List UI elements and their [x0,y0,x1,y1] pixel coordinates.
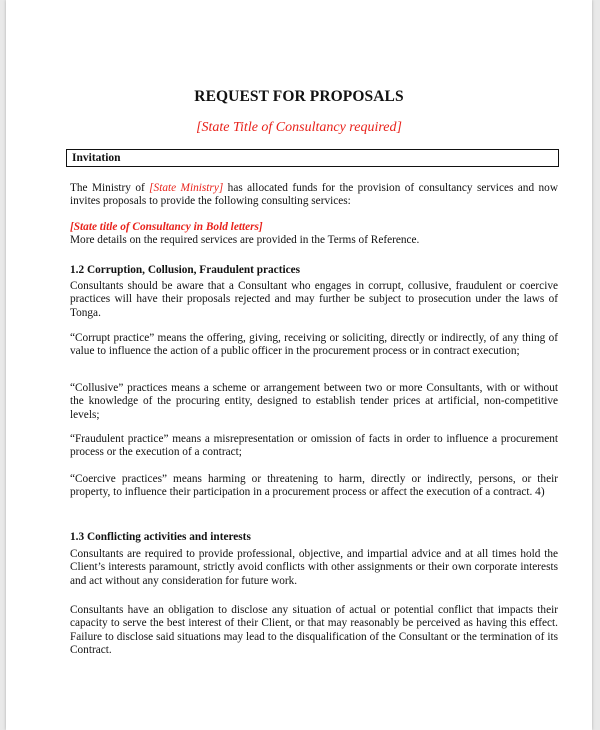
ministry-placeholder: [State Ministry] [149,182,224,194]
consultancy-title-paragraph [70,221,558,248]
section-1-3-heading: 1.3 Conflicting activities and interests [70,531,251,543]
intro-after: has allocated funds for the provision of consultancy services and now invites proposals to provide the following consulting services: [70,182,558,208]
section-1-2-heading: 1.2 Corruption, Collusion, Fraudulent practices [70,264,301,276]
intro-paragraph [70,182,558,209]
coercive-practice-paragraph: “Coercive practices” means harming or threatening to harm, directly or indirectly, persons, or their property, to influence their participation in a procurement process or affect the execution of a contract. 4) [70,473,558,499]
corrupt-practice-paragraph: “Corrupt practice” means the offering, giving, receiving or soliciting, directly or indirectly, of any thing of value to influence the action of a public officer in the procurement process or in contract execution; [70,332,558,358]
section-1-3-paragraph-1: Consultants are required to provide professional, objective, and impartial advice and at all times hold the Client’s interests paramount, strictly avoid conflicts with other assignments or their own corporate interests and act without any consideration for future work. [70,548,558,587]
collusive-practice-paragraph: “Collusive” practices means a scheme or arrangement between two or more Consultants, with or without the knowledge of the procuring entity, designed to establish tender prices at artificial, non-competitive levels; [70,382,558,421]
intro-before: The Ministry of [70,182,150,194]
section-1-2-paragraph-1: Consultants should be aware that a Consultant who engages in corrupt, collusive, fraudulent or coercive practices will have their proposals rejected and may further be subject to prosecution under the laws of Tonga. [70,280,558,319]
document-title: REQUEST FOR PROPOSALS [194,88,404,105]
document-subtitle: [State Title of Consultancy required] [196,120,402,135]
invitation-heading-box: Invitation [66,149,559,167]
document-page [6,0,592,730]
more-details-text: More details on the required services are provided in the Terms of Reference. [70,234,420,247]
consultancy-title-placeholder: [State title of Consultancy in Bold letters] [70,221,263,233]
section-1-3-paragraph-2: Consultants have an obligation to disclose any situation of actual or potential conflict that impacts their capacity to serve the best interest of their Client, or that may reasonably be perceived as having this effect. Failure to disclose said situations may lead to the disqualification of the Consultant or the termination of its Contract. [70,604,558,656]
fraudulent-practice-paragraph: “Fraudulent practice” means a misrepresentation or omission of facts in order to influence a procurement process or the execution of a contract; [70,433,558,459]
